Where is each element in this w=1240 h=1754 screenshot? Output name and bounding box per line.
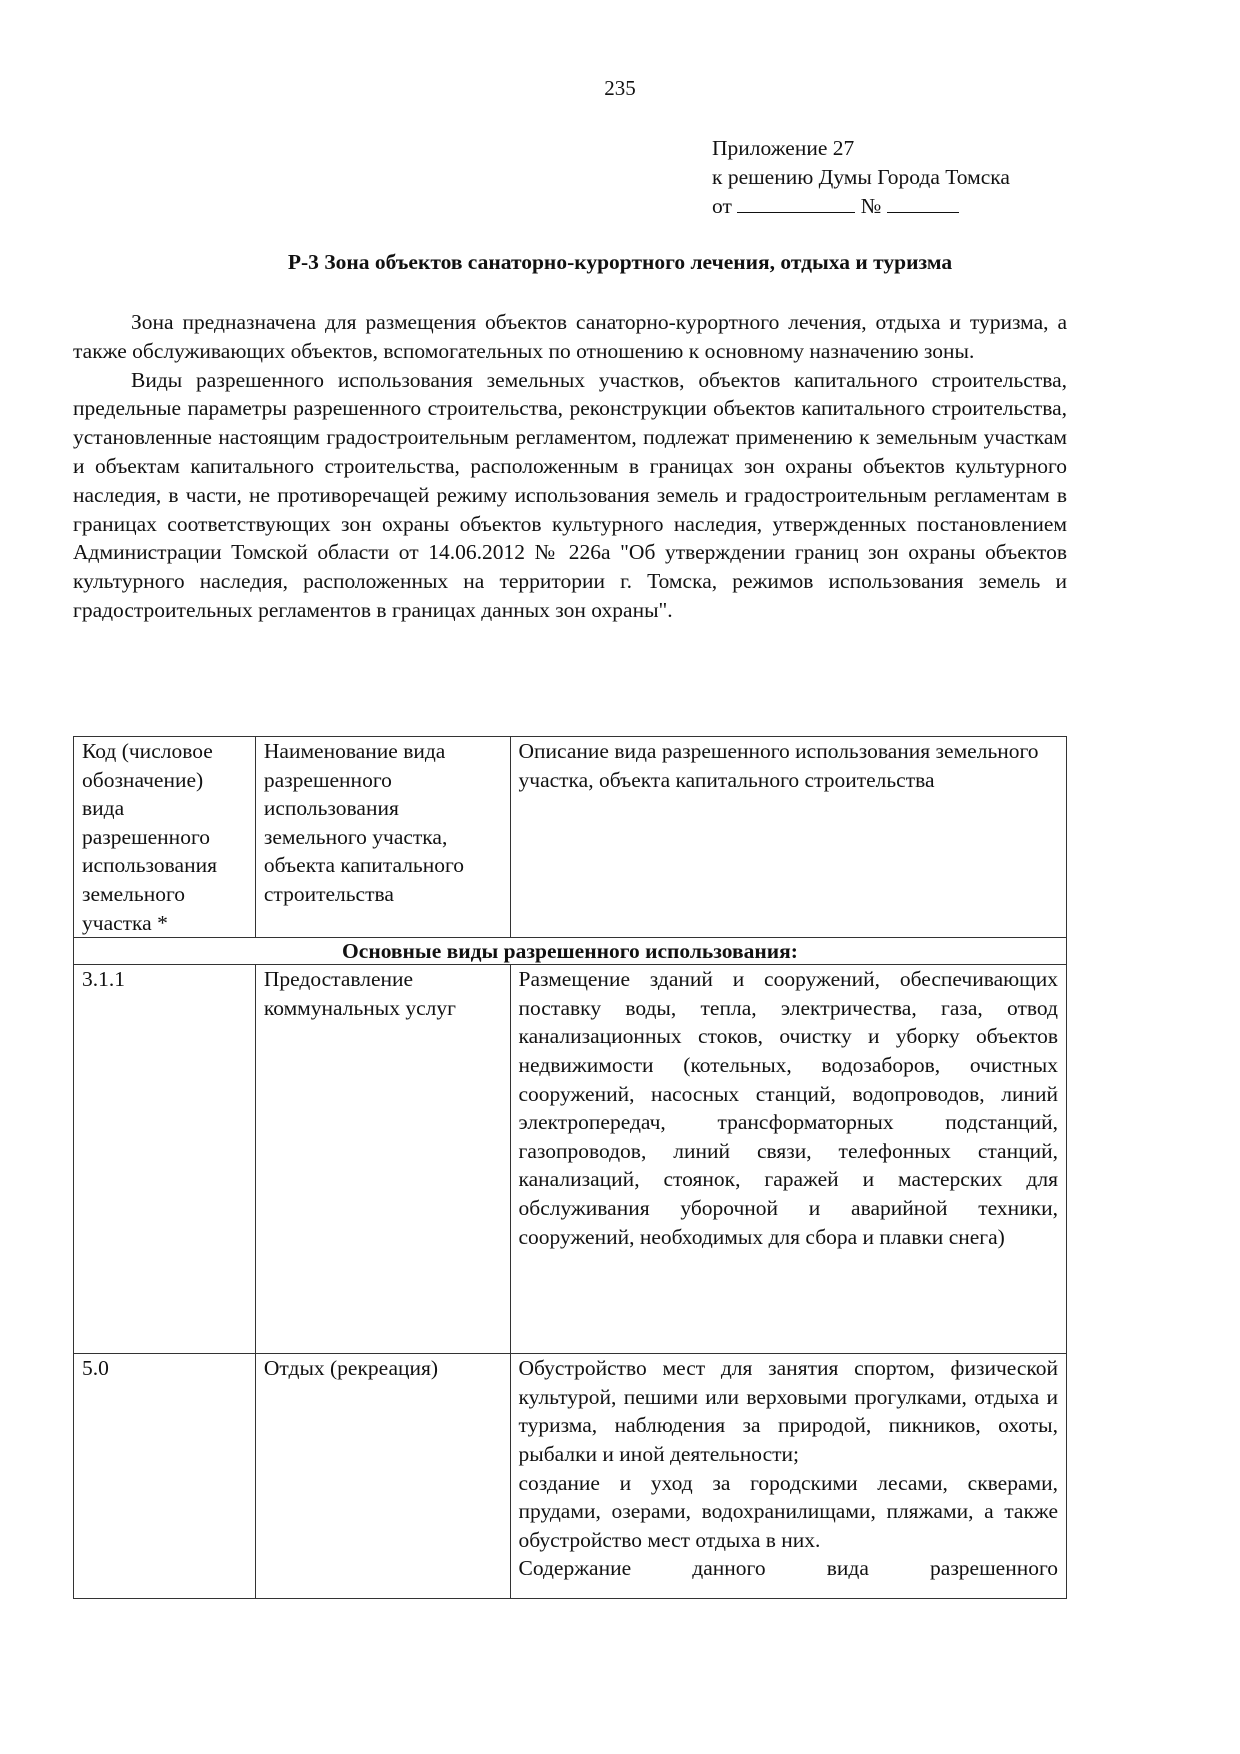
- appendix-line-3: [712, 192, 1010, 221]
- row-name: Предоставление коммунальных услуг: [255, 965, 510, 1354]
- table-row: [74, 965, 1067, 1354]
- date-blank-field: [737, 192, 855, 213]
- description-part-1: Обустройство мест для занятия спортом, физической культурой, пешими или верховыми прогулками, отдыха и туризма, наблюдения за природой, пикников, охоты, рыбалки и иной деятельности;: [518, 1356, 1058, 1466]
- paragraph-purpose: Зона предназначена для размещения объектов санаторно-курортного лечения, отдыха и туризма, а также обслуживающих объектов, вспомогательных по отношению к основному назначению зоны.: [73, 310, 1067, 363]
- description-part-3: Содержание данного вида разрешенного: [518, 1556, 1058, 1581]
- header-name: Наименование вида разрешенного использования земельного участка, объекта капитального строительства: [255, 737, 510, 938]
- page-number: 235: [604, 76, 636, 100]
- row-name: Отдых (рекреация): [255, 1354, 510, 1599]
- header-description: Описание вида разрешенного использования земельного участка, объекта капитального строительства: [510, 737, 1067, 938]
- appendix-block: [712, 134, 1010, 221]
- row-code: 5.0: [74, 1354, 256, 1599]
- section-row: [74, 938, 1067, 965]
- paragraph-regulations: Виды разрешенного использования земельных участков, объектов капитального строительства, предельные параметры разрешенного строительства, реконструкции объектов капитального строительства, установленные настоящим градостроительным регламентом, подлежат применению к земельным участкам и объектам капитального строительства, расположенным в границах зон охраны объектов культурного наследия, в части, не противоречащей режиму использования земель и градостроительным регламентам в границах соответствующих зон охраны объектов культурного наследия, утвержденных постановлением Администрации Томской области от 14.06.2012 № 226а "Об утверждении границ зон охраны объектов культурного наследия, расположенных на территории г. Томска, режимов использования земель и градостроительных регламентов в границах данных зон охраны".: [73, 367, 1067, 622]
- row-description: Размещение зданий и сооружений, обеспечивающих поставку воды, тепла, электричества, газа, отвод канализационных стоков, очистку и уборку объектов недвижимости (котельных, водозаборов, очистных сооружений, насосных станций, водопроводов, линий электропередач, трансформаторных подстанций, газопроводов, линий связи, телефонных станций, канализаций, стоянок, гаражей и мастерских для обслуживания уборочной и аварийной техники, сооружений, необходимых для сбора и плавки снега): [510, 965, 1067, 1354]
- table-row: [74, 1354, 1067, 1599]
- table-header-row: [74, 737, 1067, 938]
- number-blank-field: [887, 192, 959, 213]
- number-sign: №: [860, 194, 882, 218]
- row-code: 3.1.1: [74, 965, 256, 1354]
- description-part-2: создание и уход за городскими лесами, скверами, прудами, озерами, водохранилищами, пляжами, а также обустройство мест отдыха в них.: [518, 1470, 1058, 1552]
- section-title: Основные виды разрешенного использования:: [74, 938, 1067, 965]
- appendix-line-1: Приложение 27: [712, 136, 855, 160]
- permitted-use-table: [73, 736, 1067, 1599]
- body-text: [73, 308, 1067, 625]
- date-prefix: от: [712, 194, 732, 218]
- header-code: Код (числовое обозначение) вида разрешенного использования земельного участка *: [74, 737, 256, 938]
- document-title: Р-3 Зона объектов санаторно-курортного лечения, отдыха и туризма: [287, 250, 953, 274]
- appendix-line-2: к решению Думы Города Томска: [712, 165, 1010, 189]
- row-description: [510, 1354, 1067, 1599]
